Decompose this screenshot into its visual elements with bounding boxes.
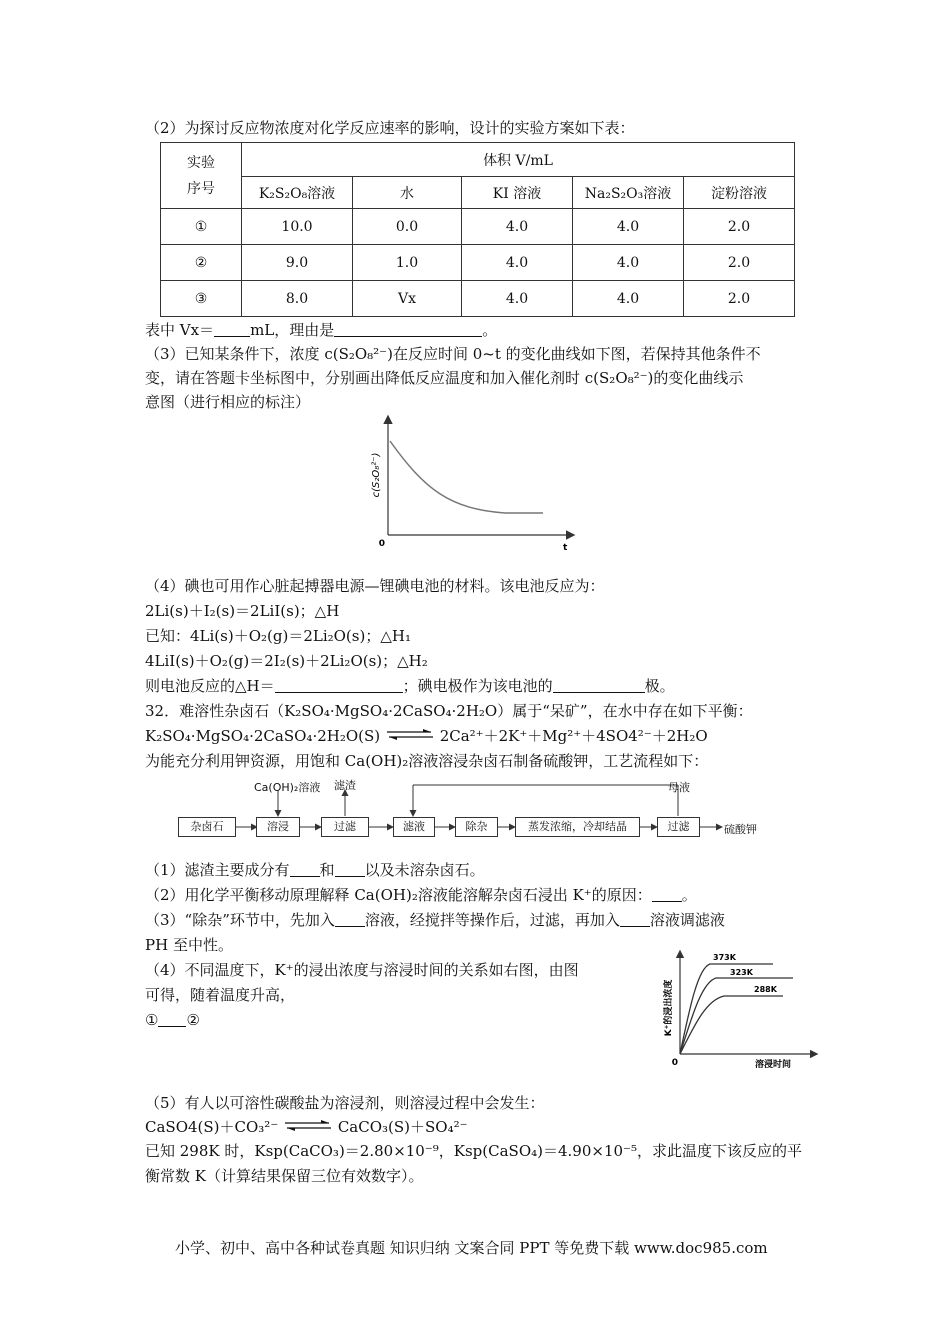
- cell: 8.0: [242, 281, 353, 317]
- step-leach: 溶浸: [256, 817, 300, 837]
- table-header-exp: [161, 143, 242, 209]
- s4-line1: （4）不同温度下，K⁺的浸出浓度与溶浸时间的关系如右图，由图: [145, 961, 579, 979]
- reagent-label: Ca(OH)₂溶液: [254, 781, 321, 794]
- vx-text-a: 表中 Vx＝: [145, 321, 215, 339]
- mother-liquor-label: 母液: [668, 781, 690, 794]
- cell: 4.0: [573, 209, 684, 245]
- s5-line4: 衡常数 K（计算结果保留三位有效数字）。: [145, 1167, 424, 1185]
- q3-line1: （3）已知某条件下，浓度 c(S₂O₈²⁻)在反应时间 0~t 的变化曲线如下图，若保持其他条件不: [145, 345, 761, 363]
- q32-eq-left: K₂SO₄·MgSO₄·2CaSO₄·2H₂O(S): [145, 727, 381, 745]
- s2-text-a: （2）用化学平衡移动原理解释 Ca(OH)₂溶液能溶解杂卤石浸出 K⁺的原因：: [145, 886, 652, 904]
- s4-mark-2: ②: [186, 1011, 200, 1029]
- s2-text-b: 。: [681, 886, 697, 904]
- y-axis-label: K⁺的浸出浓度: [664, 979, 674, 1037]
- answer-blank[interactable]: [158, 1012, 186, 1027]
- cell: 2.0: [684, 209, 795, 245]
- answer-blank[interactable]: [275, 678, 403, 693]
- step-filtrate: 滤液: [393, 817, 435, 837]
- cell: 4.0: [573, 245, 684, 281]
- s1-text-a: （1）滤渣主要成分有: [145, 861, 290, 879]
- table-header-volume: 体积 V/mL: [242, 143, 795, 177]
- col-k2s2o8: K₂S₂O₈溶液: [242, 177, 353, 209]
- step-raw-ore: 杂卤石: [178, 817, 236, 837]
- answer-blank[interactable]: [335, 862, 365, 877]
- table-header-exp-line1: 实验: [187, 154, 215, 171]
- col-starch: 淀粉溶液: [684, 177, 795, 209]
- s4-line2: 可得，随着温度升高，: [145, 986, 296, 1004]
- s1-text-b: 和: [319, 861, 335, 879]
- experiment-table: [160, 142, 795, 317]
- answer-blank[interactable]: [335, 912, 365, 927]
- cell: 10.0: [242, 209, 353, 245]
- answer-blank[interactable]: [214, 322, 250, 337]
- leaching-graph: [658, 946, 820, 1071]
- vx-text-c: 。: [482, 321, 498, 339]
- q4-text-c: 极。: [644, 677, 675, 695]
- cell: 9.0: [242, 245, 353, 281]
- q2-intro: （2）为探讨反应物浓度对化学反应速率的影响，设计的实验方案如下表：: [145, 119, 635, 137]
- s3-text-b: 溶液，经搅拌等操作后，过滤，再加入: [364, 911, 620, 929]
- table-row: [161, 281, 795, 317]
- cell: ③: [161, 281, 242, 317]
- answer-blank[interactable]: [290, 862, 320, 877]
- cell: 0.0: [353, 209, 462, 245]
- decay-curve: [390, 441, 543, 513]
- s4-mark-1: ①: [145, 1011, 159, 1029]
- q4-line2: 2Li(s)＋I₂(s)＝2LiI(s)；△H: [145, 602, 340, 620]
- series-label-288k: 288K: [754, 985, 777, 994]
- step-crystallize: 蒸发浓缩，冷却结晶: [515, 817, 640, 837]
- vx-text-b: mL，理由是: [250, 321, 335, 339]
- vx-line: [145, 320, 497, 340]
- equilibrium-arrow-icon: [385, 729, 435, 741]
- q4-line1: （4）碘也可用作心脏起搏器电源—锂碘电池的材料。该电池反应为：: [145, 577, 605, 595]
- y-axis-label: c(S₂O₈²⁻): [371, 452, 382, 498]
- cell: 4.0: [462, 281, 573, 317]
- cell: ①: [161, 209, 242, 245]
- equilibrium-arrow-icon: [283, 1120, 333, 1132]
- series-label-373k: 373K: [713, 953, 736, 962]
- product-label: 硫酸钾: [724, 823, 757, 836]
- step-filter1: 过滤: [321, 817, 369, 837]
- curve-288k: [680, 996, 783, 1054]
- cell: ②: [161, 245, 242, 281]
- series-label-323k: 323K: [730, 968, 753, 977]
- q32-eq-right: 2Ca²⁺＋2K⁺＋Mg²⁺＋4SO4²⁻＋2H₂O: [439, 727, 708, 745]
- cell: 2.0: [684, 281, 795, 317]
- x-axis-label: 溶浸时间: [755, 1060, 792, 1070]
- concentration-graph: [355, 405, 595, 560]
- s5-line1: （5）有人以可溶性碳酸盐为溶浸剂，则溶浸过程中会发生：: [145, 1094, 545, 1112]
- origin-label: 0: [671, 1058, 678, 1068]
- step-purify: 除杂: [455, 817, 498, 837]
- q4-line5: [145, 676, 675, 696]
- s3-text-a: （3）“除杂”环节中，先加入: [145, 911, 335, 929]
- s4-line3: [145, 1010, 200, 1030]
- q32-line3: 为能充分利用钾资源，用饱和 Ca(OH)₂溶液溶浸杂卤石制备硫酸钾，工艺流程如下：: [145, 752, 709, 770]
- s5-eq-left: CaSO4(S)＋CO₃²⁻: [145, 1118, 279, 1136]
- s3-line2: PH 至中性。: [145, 936, 233, 954]
- answer-blank[interactable]: [620, 912, 650, 927]
- q4-text-a: 则电池反应的△H＝: [145, 677, 275, 695]
- s5-line3: 已知 298K 时，Ksp(CaCO₃)＝2.80×10⁻⁹，Ksp(CaSO₄)＝4.90×10⁻⁵，求此温度下该反应的平: [145, 1142, 802, 1160]
- answer-blank[interactable]: [553, 678, 645, 693]
- table-header-exp-line2: 序号: [187, 180, 215, 197]
- s5-eq-right: CaCO₃(S)＋SO₄²⁻: [337, 1118, 468, 1136]
- cell: 4.0: [573, 281, 684, 317]
- answer-blank[interactable]: [334, 322, 482, 337]
- origin-label: 0: [378, 539, 385, 549]
- q3-line2: 变，请在答题卡坐标图中，分别画出降低反应温度和加入催化剂时 c(S₂O₈²⁻)的变化曲线示: [145, 369, 744, 387]
- cell: 1.0: [353, 245, 462, 281]
- col-ki: KI 溶液: [462, 177, 573, 209]
- table-row: [161, 209, 795, 245]
- s3-line: [145, 910, 725, 930]
- s3-text-c: 溶液调滤液: [649, 911, 725, 929]
- q32-line1: 32．难溶性杂卤石（K₂SO₄·MgSO₄·2CaSO₄·2H₂O）属于“呆矿”，在水中存在如下平衡：: [145, 702, 753, 720]
- q4-text-b: ；碘电极作为该电池的: [402, 677, 553, 695]
- s1-line: [145, 860, 485, 880]
- table-row: [161, 245, 795, 281]
- s1-text-c: 以及未溶杂卤石。: [364, 861, 485, 879]
- page-footer: 小学、初中、高中各种试卷真题 知识归纳 文案合同 PPT 等免费下载 www.doc985.com: [175, 1239, 768, 1257]
- cell: Vx: [353, 281, 462, 317]
- s2-line: [145, 885, 697, 905]
- q4-line4: 4LiI(s)＋O₂(g)＝2I₂(s)＋2Li₂O(s)；△H₂: [145, 652, 428, 670]
- q32-equation: [145, 726, 708, 746]
- x-axis-label: t: [563, 543, 568, 553]
- q4-line3: 已知：4Li(s)＋O₂(g)＝2Li₂O(s)；△H₁: [145, 627, 411, 645]
- answer-blank[interactable]: [652, 887, 682, 902]
- cell: 2.0: [684, 245, 795, 281]
- residue-label: 滤渣: [334, 779, 356, 792]
- col-water: 水: [353, 177, 462, 209]
- q3-line3: 意图（进行相应的标注）: [145, 393, 311, 411]
- s5-equation: [145, 1117, 468, 1137]
- cell: 4.0: [462, 209, 573, 245]
- col-na2s2o3: Na₂S₂O₃溶液: [573, 177, 684, 209]
- cell: 4.0: [462, 245, 573, 281]
- step-filter2: 过滤: [657, 817, 700, 837]
